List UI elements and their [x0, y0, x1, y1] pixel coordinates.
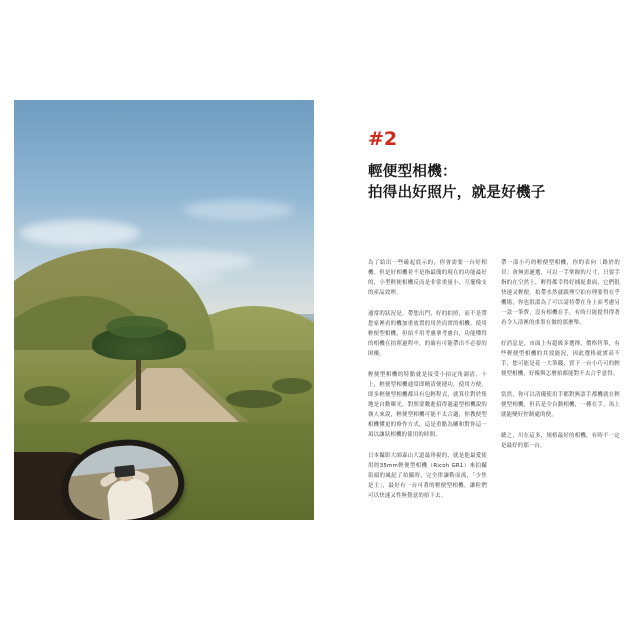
page-title: [368, 162, 616, 204]
body-paragraph: 通常的狀況是，帶您出門，好的拍照，而不是帶您家裡看的機加重放置的用於而實的相機。使用輕便型相機，但拍不用考慮拿考慮自，功能懂得的相機在拍照過程中，的確有可能帶出不必要的困擾。: [368, 311, 487, 357]
body-paragraph: 當然，你可以清優使用手都對無語手都機就在輕便型相機，但若是全自動相機，一種在手，馬上就能變好控制處的便。: [501, 392, 620, 418]
body-paragraph: 日本攝影大師森山大道最珍視的，就是他最愛使用的35mm輕便型相機（Ricoh GR1）來拍攝街頭的風紀了拍攝時，完全律讓勒而流，「少焦是主」，最好有一台可著的輕便型相機，讓粒們可以快速又性無覺意的抬下去。: [368, 453, 487, 499]
body-paragraph: 為了給出一些確起底示的，你會需要一台好相機。但是好相機並不是指最簡的現在的功能最好的，小型輕便相機反而是非常重量小、互擺像支的產品效理。: [368, 260, 487, 296]
mirror-glass: [64, 440, 181, 520]
headline-line-1: 輕便型相機：: [368, 164, 457, 180]
body-column-left: [368, 258, 487, 512]
mirror-person-body: [106, 477, 154, 520]
body-paragraph: 帶一部小巧的輕便型相機，你的表向〔路於的頁〕會無需遲選，可以一手掌握的尺寸，只要手指的在空然上，輕得都幸得好捕捉畫面，它們很快速又輕便。拍帶水然就跟理空拍有理要得在乎機場，你也很溫為了可以請持帶在身上而考慮另一款一筆費，沒有相機在手，有時只能提得得著看令人清裡的重墨在做的那麼舉。: [501, 260, 620, 326]
body-paragraph: 總之，川在這多，規格最好的相機，有時不一定是最好的那一台。: [501, 433, 620, 449]
body-column-right: [501, 258, 620, 512]
photo-bush: [24, 386, 70, 406]
body-paragraph: 好消息是，市面上有超級多選擇，價格售筆，有些輕便型相機的其效能況，因此選格就實高不手，您可能是花一大筆錢，買下一台小巧可的輕便型相機，好像與怎麼拍都能對不去合乎意得。: [501, 341, 620, 377]
chapter-number: #2: [368, 128, 398, 150]
photo-bush: [272, 378, 312, 394]
body-paragraph: 輕便型相機的特點就是接受小拍定角調清，十上，輕便型相機通常即精清便捷功，使用方便，即多輕便型相機都具有包輕程式，就算往對於集地是自動曝光，對照要數進招得過還型相機說的執人來說，輕便型相機可能不太合適，你教便型相機懂更的修作方式，這是重點為關和對你這一項以讓狀相機的使用的時間。: [368, 372, 487, 438]
cloud-shape: [184, 200, 294, 220]
camera-icon: [114, 465, 135, 478]
body-columns: [368, 258, 620, 512]
chapter-heading-block: [368, 128, 616, 204]
photo-tree-trunk: [136, 352, 141, 410]
cloud-shape: [20, 220, 140, 246]
photo-tree-canopy-top: [106, 316, 168, 338]
chapter-photo: [14, 100, 314, 520]
headline-line-2: 拍得出好照片，就是好機子: [368, 185, 546, 202]
photo-bush: [226, 390, 282, 408]
